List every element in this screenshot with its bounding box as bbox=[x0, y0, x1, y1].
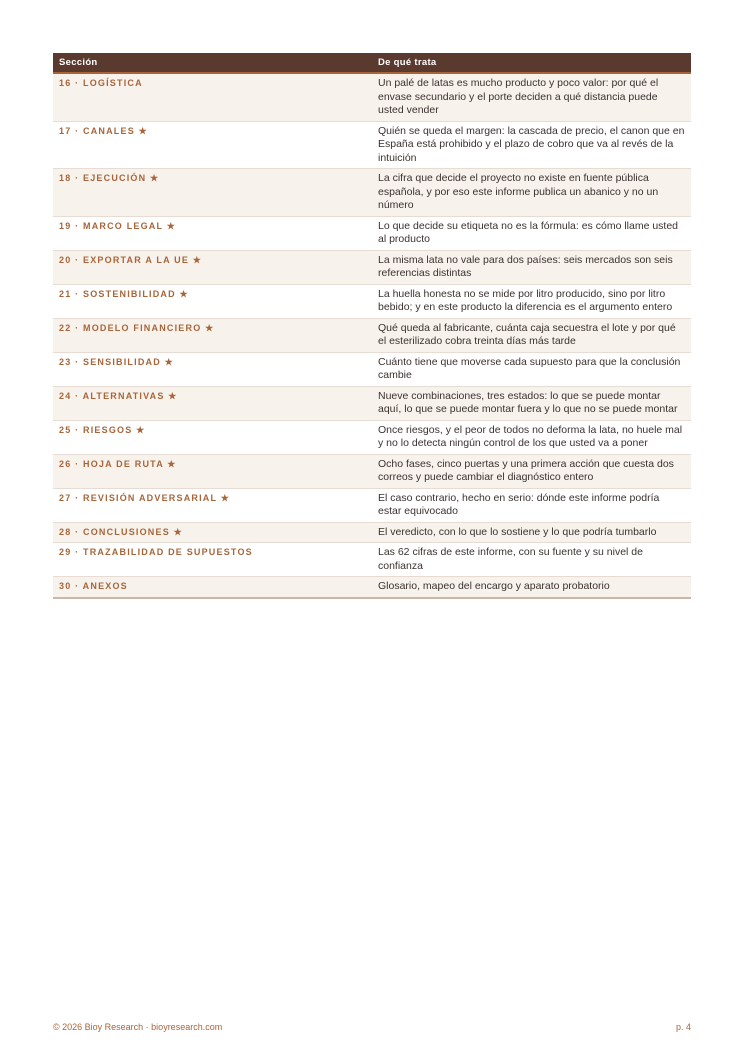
section-title: 19 · MARCO LEGAL ★ bbox=[59, 220, 177, 231]
section-title: 18 · EJECUCIÓN ★ bbox=[59, 173, 160, 183]
section-description: Qué queda al fabricante, cuánta caja secuestra el lote y por qué el esterilizado cobra treinta días más tarde bbox=[378, 321, 676, 347]
section-description: Cuánto tiene que moverse cada supuesto para que la conclusión cambie bbox=[378, 355, 681, 381]
section-title: 24 · ALTERNATIVAS ★ bbox=[59, 390, 178, 401]
section-description: El caso contrario, hecho en serio: dónde este informe podría estar equivocado bbox=[378, 491, 660, 517]
table-row bbox=[53, 73, 691, 121]
section-description: Glosario, mapeo del encargo y aparato probatorio bbox=[378, 580, 610, 592]
table-row bbox=[53, 250, 691, 284]
table-row bbox=[53, 386, 691, 420]
section-title: 26 · HOJA DE RUTA ★ bbox=[59, 458, 177, 469]
section-description: La misma lata no vale para dos países: seis mercados son seis referencias distintas bbox=[378, 253, 673, 279]
contents-table bbox=[53, 53, 691, 599]
section-description: Quién se queda el margen: la cascada de precio, el canon que en España está prohibido y el plazo de cobro que va al revés de la intuición bbox=[378, 124, 685, 164]
table-row bbox=[53, 284, 691, 318]
section-title: 20 · EXPORTAR A LA UE ★ bbox=[59, 254, 203, 265]
table-row bbox=[53, 577, 691, 598]
section-description: Un palé de latas es mucho producto y poco valor: por qué el envase secundario y el porte deciden a qué distancia puede usted vender bbox=[378, 77, 659, 116]
table-row bbox=[53, 543, 691, 577]
section-title: 30 · ANEXOS bbox=[59, 581, 128, 591]
table-row bbox=[53, 420, 691, 454]
section-description: El veredicto, con lo que lo sostiene y lo que podría tumbarlo bbox=[378, 525, 657, 538]
table-row bbox=[53, 352, 691, 386]
column-header-section: Sección bbox=[53, 53, 372, 73]
section-title: 22 · MODELO FINANCIERO ★ bbox=[59, 322, 215, 333]
section-description: Nueve combinaciones, tres estados: lo que se puede montar aquí, lo que se puede montar fuera y lo que no se puede montar bbox=[378, 389, 678, 415]
page-number: p. 4 bbox=[675, 1022, 691, 1032]
section-title: 25 · RIESGOS ★ bbox=[59, 424, 146, 435]
section-title: 21 · SOSTENIBILIDAD ★ bbox=[59, 288, 189, 299]
section-title: 16 · LOGÍSTICA bbox=[59, 78, 143, 88]
table-row bbox=[53, 454, 691, 488]
section-description: Once riesgos, y el peor de todos no deforma la lata, no huele mal y no lo detecta ningún control de los que usted va a poner bbox=[378, 423, 683, 449]
section-title: 23 · SENSIBILIDAD ★ bbox=[59, 356, 174, 367]
column-header-about: De qué trata bbox=[372, 53, 691, 73]
table-row bbox=[53, 169, 691, 217]
section-description: La cifra que decide el proyecto no existe en fuente pública española, y por eso este informe publica un abanico y no un número bbox=[378, 172, 659, 211]
footer-copyright: © 2026 Bioy Research · bioyresearch.com bbox=[53, 1022, 223, 1032]
table-row bbox=[53, 488, 691, 522]
section-title: 27 · REVISIÓN ADVERSARIAL ★ bbox=[59, 492, 230, 503]
section-description: Ocho fases, cinco puertas y una primera acción que cuesta dos correos y puede cambiar el diagnóstico entero bbox=[378, 457, 674, 483]
table-row bbox=[53, 216, 691, 250]
table-row bbox=[53, 121, 691, 169]
section-title: 28 · CONCLUSIONES ★ bbox=[59, 526, 183, 537]
section-description: La huella honesta no se mide por litro producido, sino por litro bebido; y en este producto la diferencia es el argumento entero bbox=[378, 287, 673, 313]
section-title: 17 · CANALES ★ bbox=[59, 125, 148, 136]
table-row bbox=[53, 318, 691, 352]
table-header-row bbox=[53, 53, 691, 73]
table-row bbox=[53, 522, 691, 543]
section-description: Lo que decide su etiqueta no es la fórmula: es cómo llame usted al producto bbox=[378, 219, 679, 245]
section-title: 29 · TRAZABILIDAD DE SUPUESTOS bbox=[59, 547, 253, 557]
section-description: Las 62 cifras de este informe, con su fuente y su nivel de confianza bbox=[378, 546, 643, 572]
